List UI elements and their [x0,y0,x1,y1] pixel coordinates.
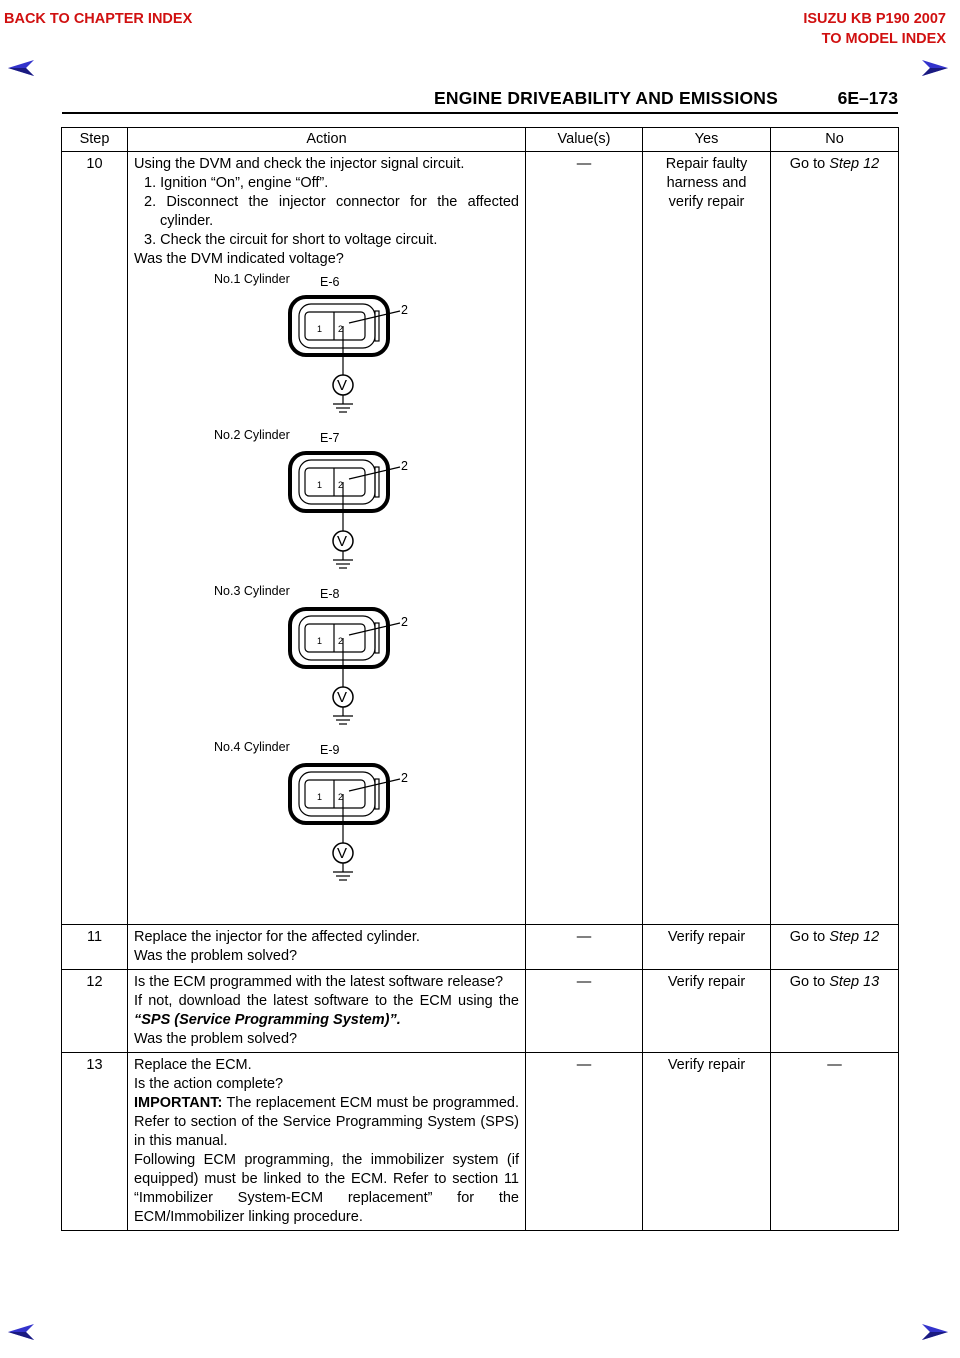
injector-connector-diagram [134,271,519,921]
pin-label: 1 [317,636,323,646]
no-prefix: Go to [789,974,830,990]
yes-cell: Verify repair [643,970,771,1053]
cylinder-label: No.1 Cylinder [214,272,290,286]
action-question: Is the action complete? [134,1076,284,1092]
cylinder-label: No.4 Cylinder [214,740,290,754]
value-cell: — [526,152,643,925]
voltmeter-label: V [337,533,348,550]
action-intro: Using the DVM and check the injector signal circuit. [134,156,465,172]
action-line: Replace the ECM. [134,1057,252,1073]
column-header-values: Value(s) [526,128,643,152]
voltmeter-label: V [337,845,348,862]
connector-e7 [214,428,408,568]
no-cell [771,970,899,1053]
table-row [62,1053,899,1231]
important-label: IMPORTANT: [134,1095,223,1111]
action-question: Was the DVM indicated voltage? [134,251,344,267]
pin-label: 2 [338,480,344,490]
sps-reference: “SPS (Service Programming System)”. [134,1012,401,1028]
action-question: Was the problem solved? [134,948,298,964]
action-substep: 3. Check the circuit for short to voltage circuit. [144,232,438,248]
yes-cell: Verify repair [643,925,771,970]
cylinder-label: No.2 Cylinder [214,428,290,442]
connector-code: E-9 [320,743,340,757]
pin-callout: 2 [401,303,408,317]
pin-label: 1 [317,792,323,802]
no-cell [771,152,899,925]
pin-label: 2 [338,636,344,646]
column-header-no: No [771,128,899,152]
voltmeter-label: V [337,377,348,394]
voltmeter-label: V [337,689,348,706]
action-question: Was the problem solved? [134,1031,298,1047]
table-row [62,925,899,970]
pin-label: 1 [317,480,323,490]
no-prefix: Go to [789,156,830,172]
no-cell: — [771,1053,899,1231]
value-cell: — [526,925,643,970]
step-number: 12 [62,970,128,1053]
connector-e6 [214,272,408,412]
column-header-action: Action [128,128,526,152]
connector-code: E-8 [320,587,340,601]
important-text: The replacement ECM must be programmed. Refer to section of the Service Programming System (SPS) in this manual. [134,1095,519,1149]
step-reference-link[interactable]: Step 12 [829,929,880,945]
action-cell [128,152,526,925]
step-reference-link[interactable]: Step 12 [829,156,880,172]
action-cell [128,970,526,1053]
action-cell [128,1053,526,1231]
connector-e8 [214,584,408,724]
pin-label: 2 [338,324,344,334]
action-line: Is the ECM programmed with the latest software release? [134,974,504,990]
pin-callout: 2 [401,771,408,785]
action-substep: 1. Ignition “On”, engine “Off”. [144,175,329,191]
pin-callout: 2 [401,615,408,629]
table-row [62,970,899,1053]
column-header-step: Step [62,128,128,152]
action-substep: 2. Disconnect the injector connector for the affected cylinder. [144,194,519,229]
action-line: Following ECM programming, the immobilizer system (if equipped) must be linked to the ECM. Refer to section 11 “Immobilizer System-ECM replacement” for the ECM/Immobilizer linking procedure. [134,1152,519,1225]
step-number: 10 [62,152,128,925]
page-header [62,84,898,114]
table-row [62,152,899,925]
previous-page-bottom-arrow-icon[interactable] [6,1322,36,1342]
important-note [134,1094,519,1151]
diagnostic-table [61,127,899,1231]
value-cell: — [526,1053,643,1231]
value-cell: — [526,970,643,1053]
step-reference-link[interactable]: Step 13 [829,974,880,990]
step-number: 13 [62,1053,128,1231]
action-line [134,992,519,1030]
no-cell [771,925,899,970]
step-number: 11 [62,925,128,970]
page-title: ENGINE DRIVEABILITY AND EMISSIONS [433,88,778,108]
to-model-index-link[interactable]: TO MODEL INDEX [821,31,946,47]
previous-page-arrow-icon[interactable] [6,58,36,78]
pin-label: 1 [317,324,323,334]
connector-e9 [214,740,408,880]
action-cell [128,925,526,970]
pin-label: 2 [338,792,344,802]
next-page-bottom-arrow-icon[interactable] [920,1322,950,1342]
no-prefix: Go to [789,929,830,945]
cylinder-label: No.3 Cylinder [214,584,290,598]
back-to-chapter-index-link[interactable]: BACK TO CHAPTER INDEX [4,11,193,27]
table-header-row [62,128,899,152]
next-page-arrow-icon[interactable] [920,58,950,78]
action-line: Replace the injector for the affected cylinder. [134,929,420,945]
yes-cell: Verify repair [643,1053,771,1231]
pin-callout: 2 [401,459,408,473]
connector-code: E-6 [320,275,340,289]
connector-code: E-7 [320,431,340,445]
action-text: If not, download the latest software to the ECM using the [134,993,519,1009]
column-header-yes: Yes [643,128,771,152]
model-title: ISUZU KB P190 2007 [803,11,946,27]
yes-cell: Repair faulty harness and verify repair [643,152,771,925]
page-number: 6E–173 [837,88,898,108]
